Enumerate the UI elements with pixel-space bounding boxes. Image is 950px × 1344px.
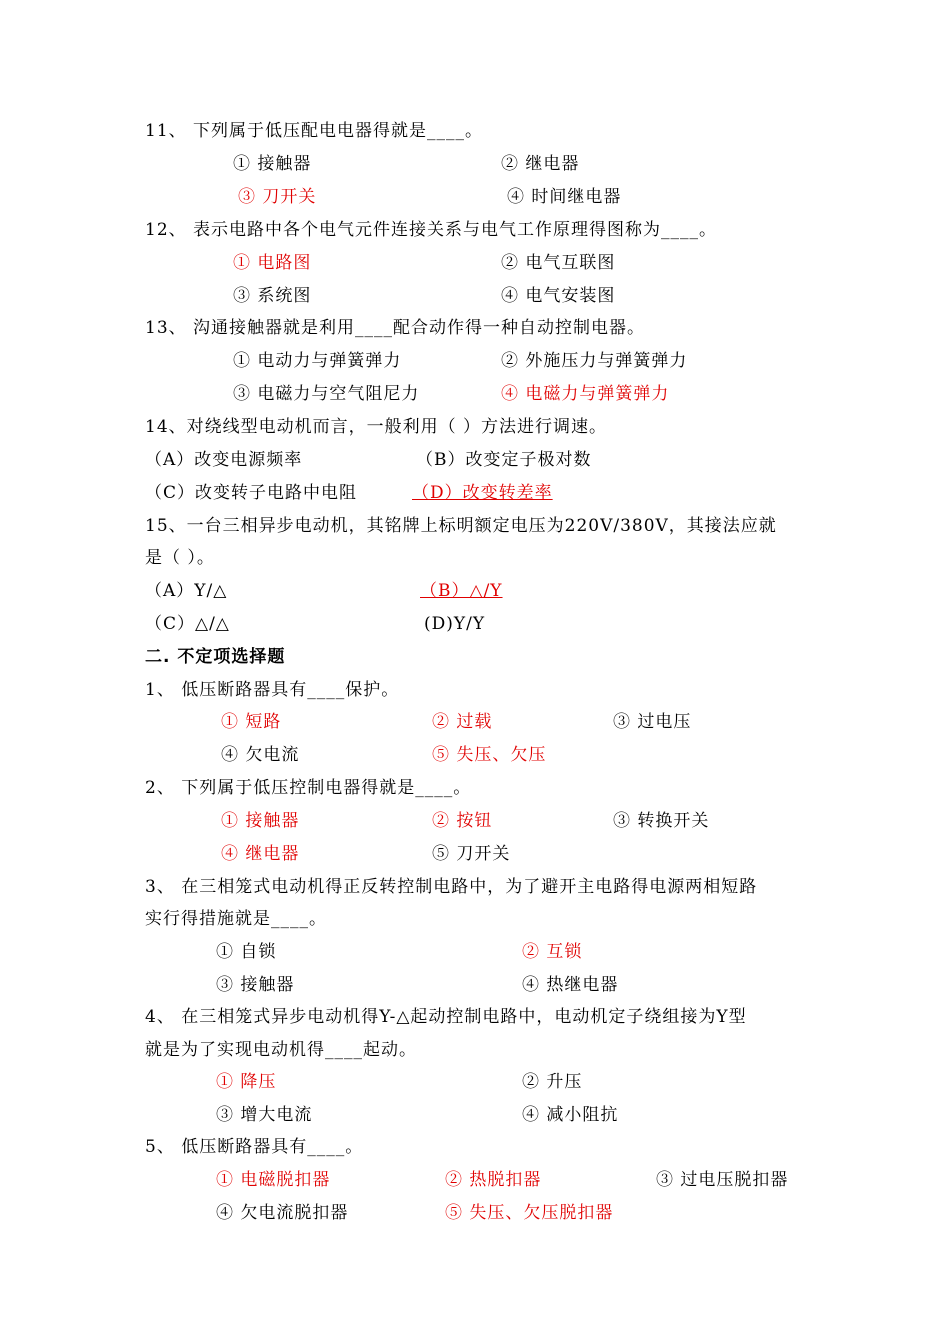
m1-option-e-answer: ⑤ 失压、欠压 — [432, 745, 547, 765]
q15-option-d: (D)Y/Y — [424, 614, 486, 634]
m5-option-d: ④ 欠电流脱扣器 — [216, 1203, 349, 1223]
q12-option-a-answer: ① 电路图 — [233, 253, 312, 273]
q11-option-d: ④ 时间继电器 — [507, 187, 622, 207]
m5-option-b-answer: ② 热脱扣器 — [445, 1170, 542, 1190]
m4-option-c: ③ 增大电流 — [216, 1105, 313, 1125]
q11-option-b: ② 继电器 — [501, 154, 580, 174]
multi-question-4-stem-line2: 就是为了实现电动机得____起动。 — [145, 1040, 417, 1060]
m2-option-b-answer: ② 按钮 — [432, 811, 493, 831]
m2-option-d-answer: ④ 继电器 — [221, 844, 300, 864]
m5-option-a-answer: ① 电磁脱扣器 — [216, 1170, 331, 1190]
q12-option-b: ② 电气互联图 — [501, 253, 616, 273]
m5-option-e-answer: ⑤ 失压、欠压脱扣器 — [445, 1203, 614, 1223]
question-12-stem: 12、 表示电路中各个电气元件连接关系与电气工作原理得图称为____。 — [145, 220, 718, 240]
q14-option-d-answer: （D）改变转差率 — [412, 483, 553, 503]
multi-question-5-stem: 5、 低压断路器具有____。 — [145, 1137, 364, 1157]
q11-option-c-answer: ③ 刀开关 — [238, 187, 317, 207]
m1-option-a-answer: ① 短路 — [221, 712, 282, 732]
m3-option-c: ③ 接触器 — [216, 975, 295, 995]
m5-option-c: ③ 过电压脱扣器 — [656, 1170, 789, 1190]
question-13-stem: 13、 沟通接触器就是利用____配合动作得一种自动控制电器。 — [145, 318, 646, 338]
q13-option-a: ① 电动力与弹簧弹力 — [233, 351, 402, 371]
q11-option-a: ① 接触器 — [233, 154, 312, 174]
q13-option-b: ② 外施压力与弹簧弹力 — [501, 351, 688, 371]
q15-option-c: （C）△/△ — [145, 614, 230, 634]
multi-question-3-stem-line2: 实行得措施就是____。 — [145, 909, 327, 929]
m1-option-c: ③ 过电压 — [613, 712, 692, 732]
multi-question-2-stem: 2、 下列属于低压控制电器得就是____。 — [145, 778, 472, 798]
question-11-stem: 11、 下列属于低压配电电器得就是____。 — [145, 121, 484, 141]
m3-option-a: ① 自锁 — [216, 942, 277, 962]
multi-question-3-stem-line1: 3、 在三相笼式电动机得正反转控制电路中，为了避开主电路得电源两相短路 — [145, 877, 758, 897]
m3-option-b-answer: ② 互锁 — [522, 942, 583, 962]
m2-option-c: ③ 转换开关 — [613, 811, 710, 831]
q13-option-d-answer: ④ 电磁力与弹簧弹力 — [501, 384, 670, 404]
multi-question-4-stem-line1: 4、 在三相笼式异步电动机得Y-△起动控制电路中，电动机定子绕组接为Y型 — [145, 1007, 747, 1027]
question-15-stem-line1: 15、一台三相异步电动机，其铭牌上标明额定电压为220V/380V，其接法应就 — [145, 516, 777, 536]
m2-option-e: ⑤ 刀开关 — [432, 844, 511, 864]
q12-option-d: ④ 电气安装图 — [501, 286, 616, 306]
m1-option-b-answer: ② 过载 — [432, 712, 493, 732]
m4-option-a-answer: ① 降压 — [216, 1072, 277, 1092]
m3-option-d: ④ 热继电器 — [522, 975, 619, 995]
m4-option-d: ④ 减小阻抗 — [522, 1105, 619, 1125]
m2-option-a-answer: ① 接触器 — [221, 811, 300, 831]
question-15-stem-line2: 是（ ）。 — [145, 548, 215, 568]
m1-option-d: ④ 欠电流 — [221, 745, 300, 765]
q14-option-a: （A）改变电源频率 — [145, 450, 303, 470]
q15-option-a: （A）Y/△ — [145, 581, 228, 601]
question-14-stem: 14、对绕线型电动机而言，一般利用（ ）方法进行调速。 — [145, 417, 608, 437]
multi-question-1-stem: 1、 低压断路器具有____保护。 — [145, 680, 400, 700]
q15-option-b-answer: （B）△/Y — [420, 581, 503, 601]
section-2-title: 二. 不定项选择题 — [145, 647, 286, 667]
q13-option-c: ③ 电磁力与空气阻尼力 — [233, 384, 420, 404]
q14-option-c: （C）改变转子电路中电阻 — [145, 483, 358, 503]
q14-option-b: （B）改变定子极对数 — [416, 450, 592, 470]
m4-option-b: ② 升压 — [522, 1072, 583, 1092]
q12-option-c: ③ 系统图 — [233, 286, 312, 306]
